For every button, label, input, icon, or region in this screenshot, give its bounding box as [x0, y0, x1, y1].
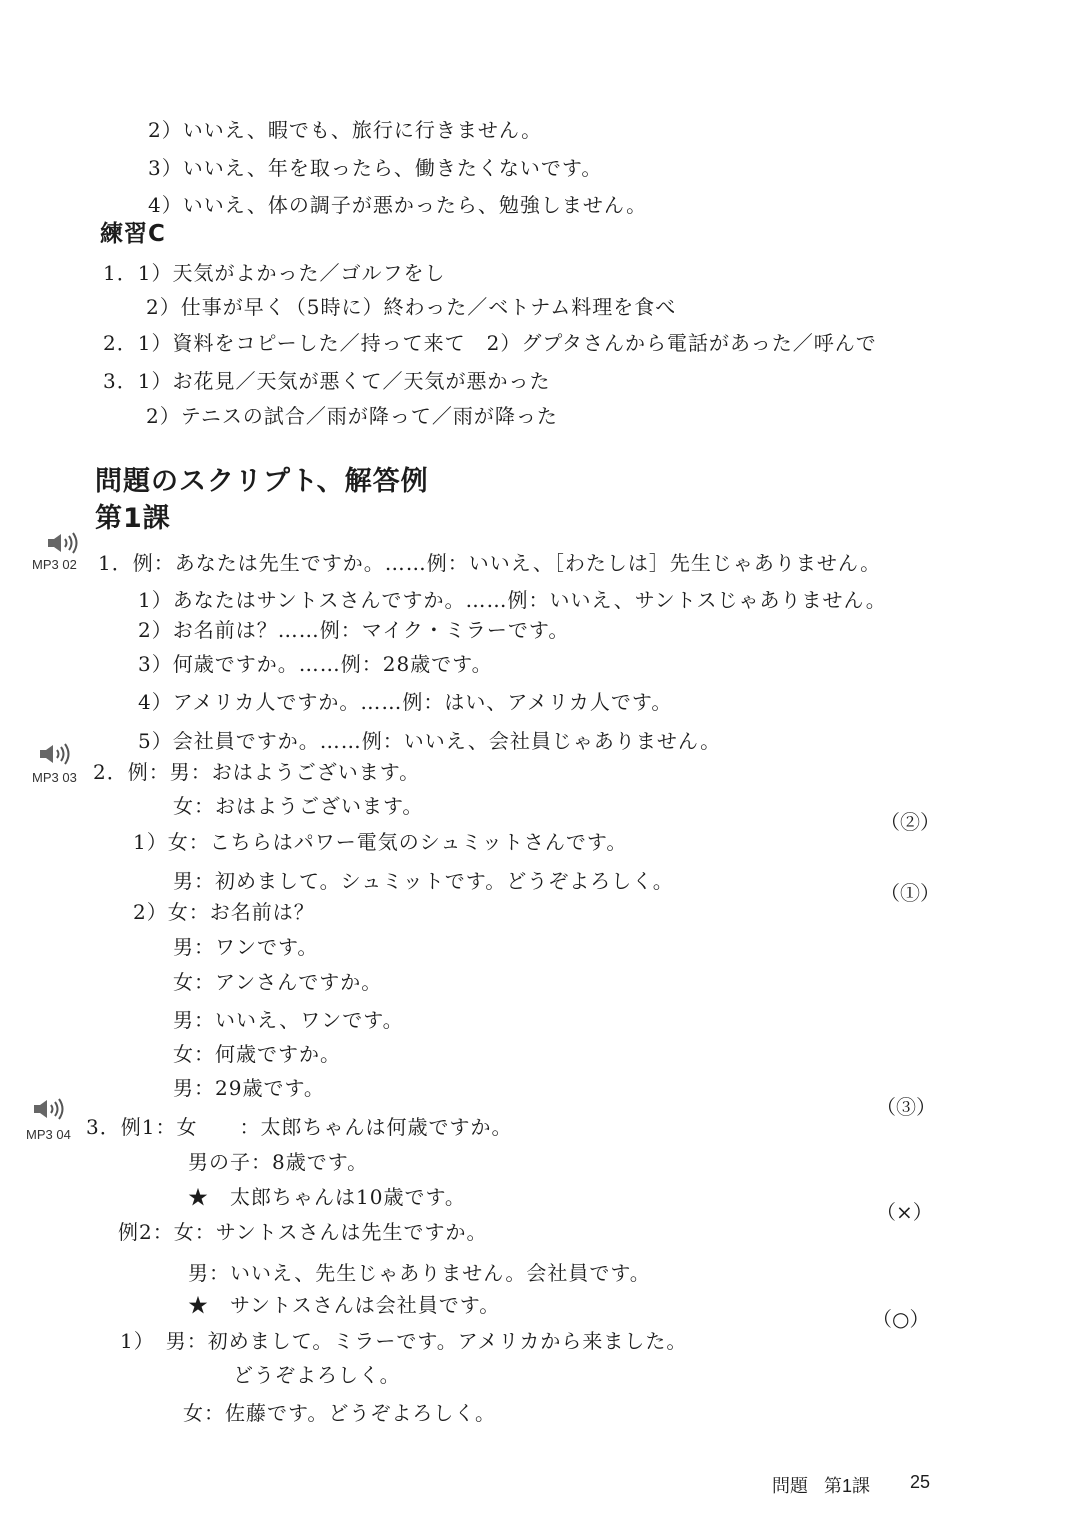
q2-p1-line-2: 男：初めまして。シュミットです。どうぞよろしく。: [173, 869, 674, 893]
prev-line-3: 3）いいえ、年を取ったら、働きたくないです。: [148, 156, 603, 180]
q2-p2-line-1: 2）女：お名前は？: [133, 900, 315, 924]
q2-example-line-1: 2．例：男：おはようございます。: [93, 760, 421, 784]
q1-item-5: 5）会社員ですか。……例：いいえ、会社員じゃありません。: [138, 729, 722, 753]
speaker-icon: [32, 1098, 72, 1120]
q2-example-line-2: 女：おはようございます。: [173, 794, 424, 818]
q2-p2-line-4: 男：いいえ、ワンです。: [173, 1008, 404, 1032]
q3-example-1-answer: （×）: [876, 1200, 933, 1224]
q3-example-1-line-1: 3．例1：女 ：太郎ちゃんは何歳ですか。: [86, 1115, 513, 1139]
q3-example-2-line-2: 男：いいえ、先生じゃありません。会社員です。: [188, 1261, 651, 1285]
footer-section: 問題: [772, 1476, 808, 1496]
c-line-1: 1．1）天気がよかった／ゴルフをし: [103, 261, 446, 285]
q2-p1-line-1: 1）女：こちらはパワー電気のシュミットさんです。: [133, 830, 628, 854]
q1-item-3: 3）何歳ですか。……例：28歳です。: [138, 652, 493, 676]
q3-example-2-answer: （○）: [872, 1307, 930, 1331]
q3-p1-line-1: 1） 男：初めまして。ミラーです。アメリカから来ました。: [120, 1329, 688, 1353]
q3-example-2-line-1: 例2：女：サントスさんは先生ですか。: [118, 1220, 488, 1244]
q3-p1-line-2: どうぞよろしく。: [233, 1363, 401, 1387]
audio-label: MP3 02: [32, 557, 77, 572]
q1-example: 1．例：あなたは先生ですか。……例：いいえ、［わたしは］先生じゃありません。: [98, 551, 882, 575]
q3-example-2-statement: ★ サントスさんは会社員です。: [188, 1293, 501, 1317]
q3-p1-line-3: 女：佐藤です。どうぞよろしく。: [183, 1401, 496, 1425]
scripts-title: 問題のスクリプト、解答例: [95, 466, 429, 497]
q2-example-answer: （②）: [880, 810, 940, 834]
c-line-3: 2．1）資料をコピーした／持って来て 2）グプタさんから電話があった／呼んで: [103, 331, 877, 355]
c-line-5: 2）テニスの試合／雨が降って／雨が降った: [146, 404, 558, 428]
page-number: 25: [910, 1472, 931, 1492]
q2-p2-line-3: 女：アンさんですか。: [173, 970, 383, 994]
q3-example-1-line-2: 男の子：8歳です。: [188, 1150, 369, 1174]
prev-line-4: 4）いいえ、体の調子が悪かったら、勉強しません。: [148, 193, 648, 217]
speaker-icon: [38, 743, 78, 765]
c-line-2: 2）仕事が早く（5時に）終わった／ベトナム料理を食べ: [146, 295, 677, 319]
q1-item-4: 4）アメリカ人ですか。……例：はい、アメリカ人です。: [138, 690, 673, 714]
q2-p1-answer: （①）: [880, 881, 940, 905]
section-title-renshu-c: 練習C: [100, 221, 166, 247]
c-line-4: 3．1）お花見／天気が悪くて／天気が悪かった: [103, 369, 551, 393]
lesson-title: 第1課: [95, 503, 171, 534]
audio-label: MP3 03: [32, 770, 77, 785]
q1-item-2: 2）お名前は？……例：マイク・ミラーです。: [138, 618, 570, 642]
q2-p2-line-6: 男：29歳です。: [173, 1076, 325, 1100]
q3-example-1-statement: ★ 太郎ちゃんは10歳です。: [188, 1185, 466, 1209]
q2-p2-line-5: 女：何歳ですか。: [173, 1042, 341, 1066]
q1-item-1: 1）あなたはサントスさんですか。……例：いいえ、サントスじゃありません。: [138, 588, 887, 612]
q2-p2-line-2: 男：ワンです。: [173, 935, 319, 959]
speaker-icon: [46, 532, 86, 554]
prev-line-2: 2）いいえ、暇でも、旅行に行きません。: [148, 118, 543, 142]
audio-label: MP3 04: [26, 1127, 71, 1142]
footer-lesson: 第1課: [824, 1476, 871, 1496]
q2-p2-answer: （③）: [876, 1095, 936, 1119]
